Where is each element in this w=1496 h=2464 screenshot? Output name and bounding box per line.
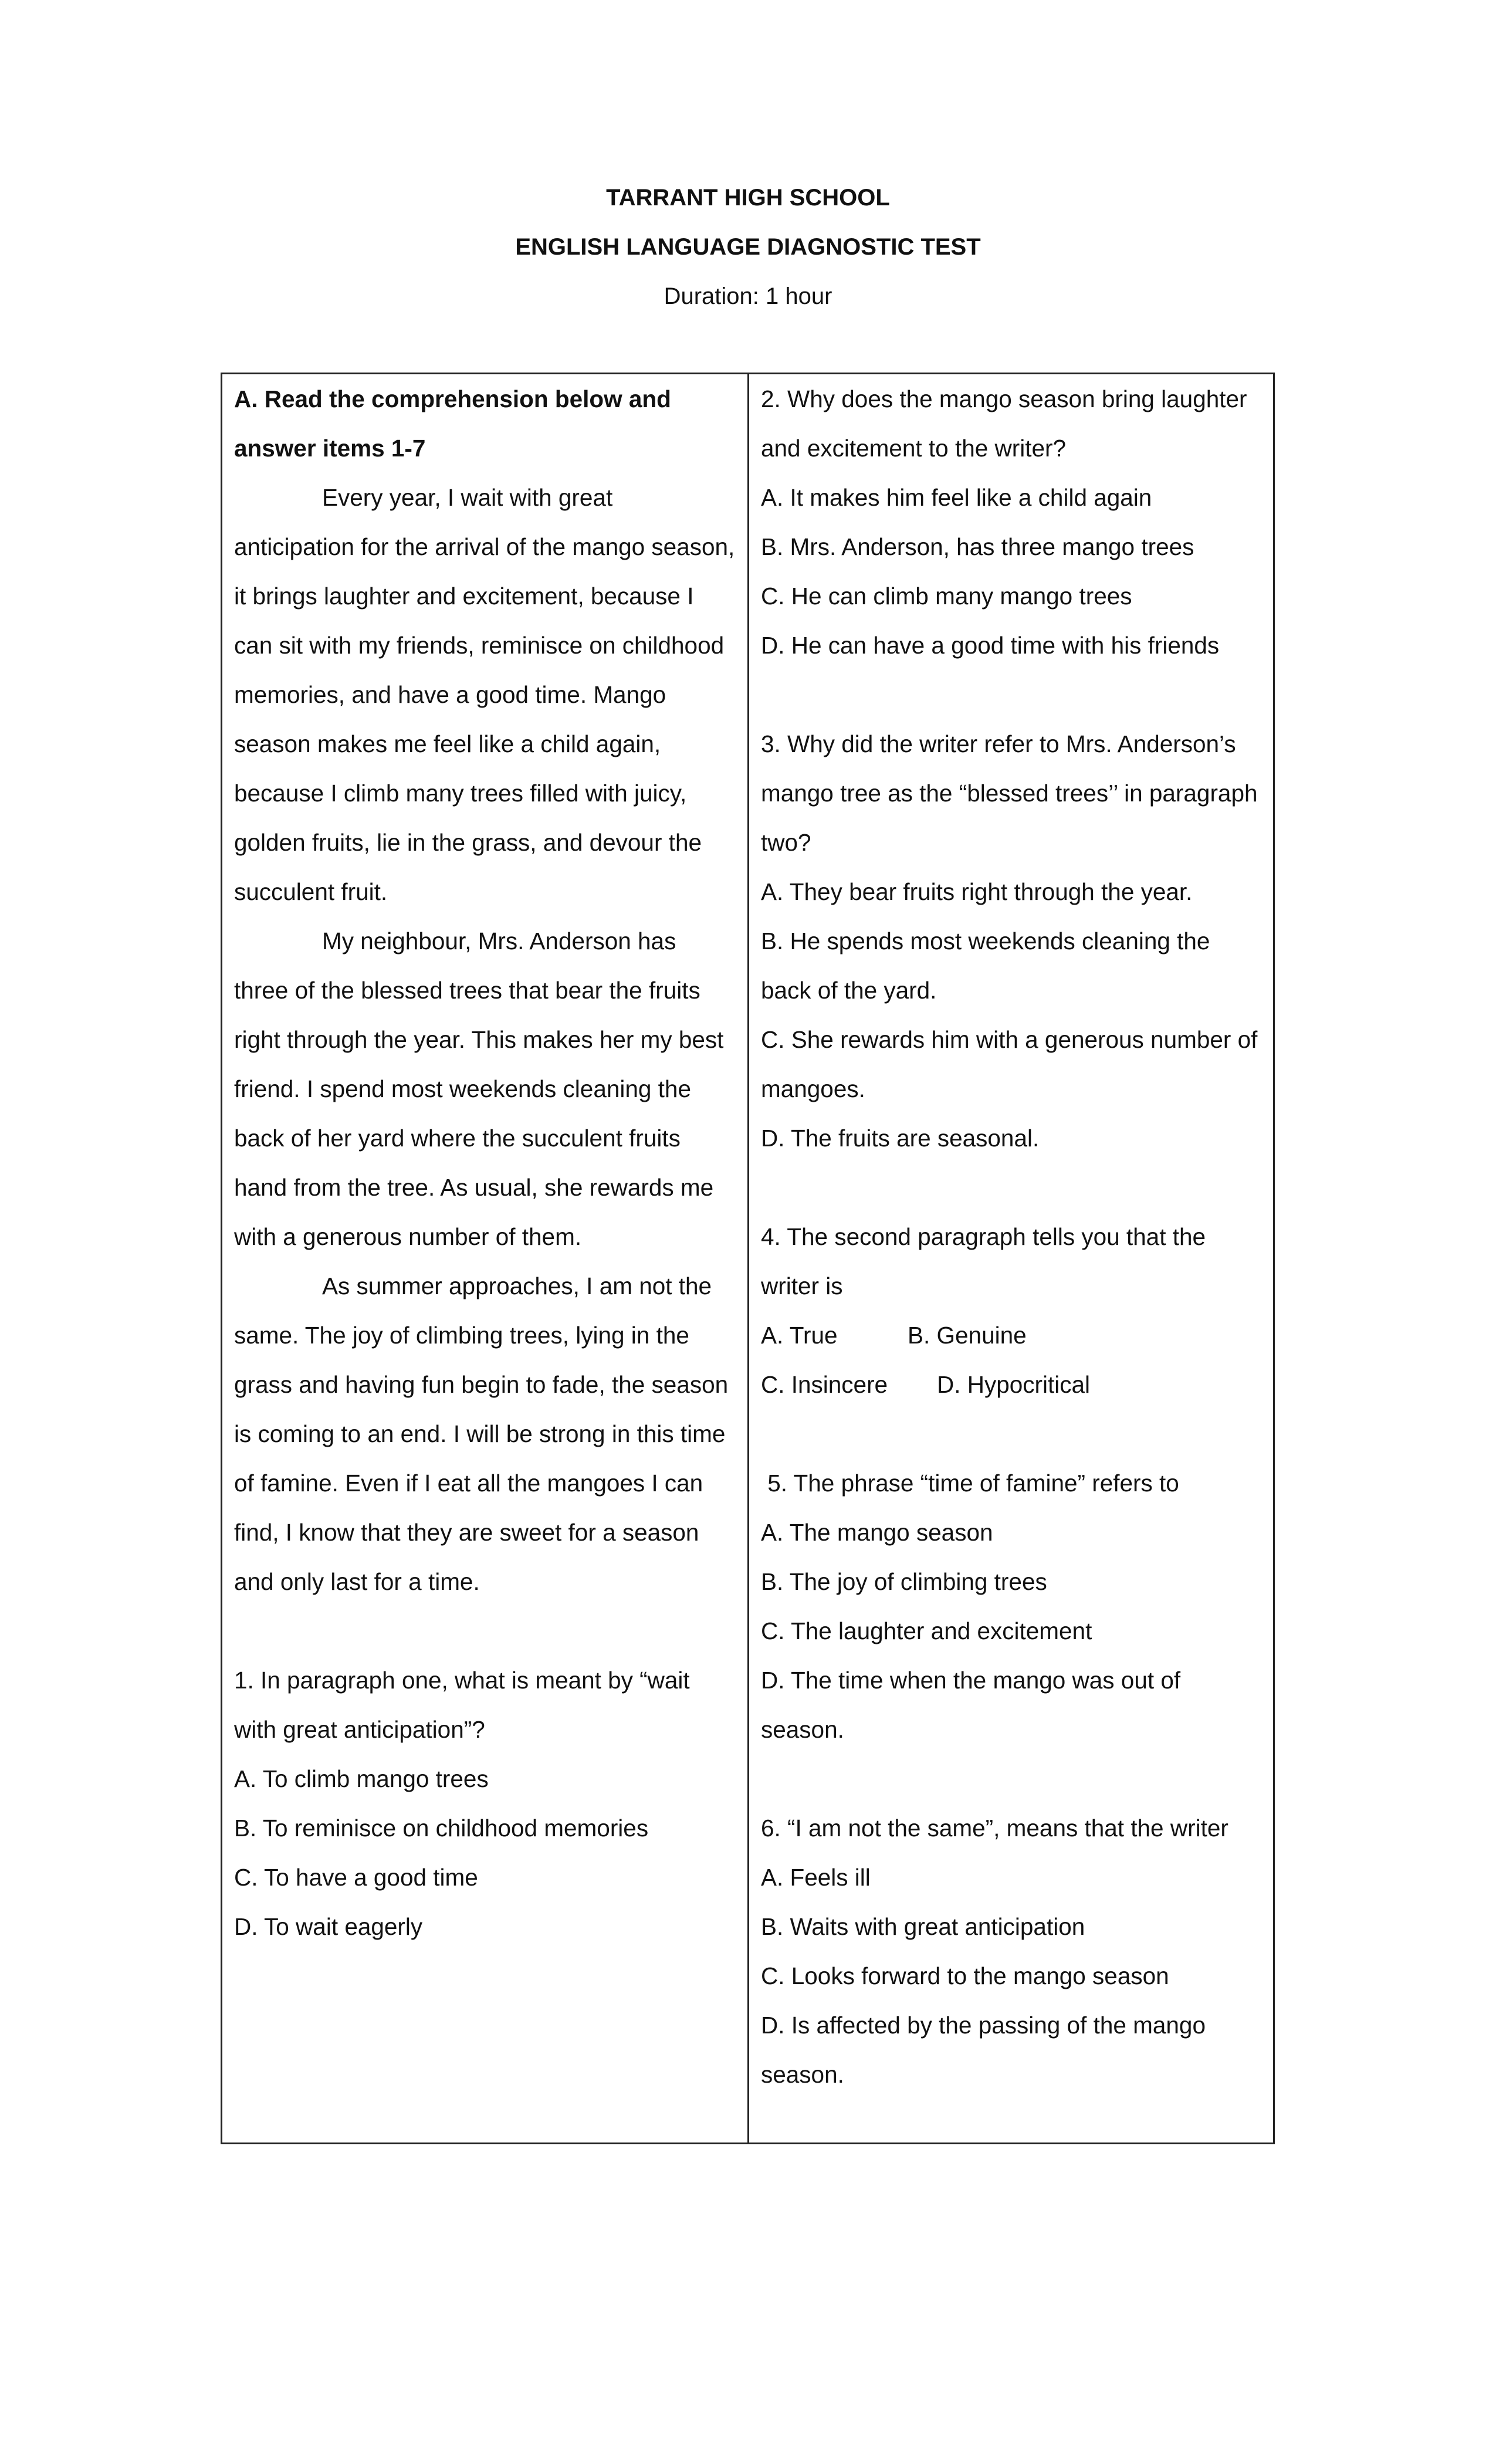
passage-paragraph-1: Every year, I wait with great anticipation for the arrival of the mango season, it brings laughter and excitement, because I can sit with my friends, reminisce on childhood memories, and have a good time. Mango season makes me feel like a child again, because I climb many trees filled with juicy, golden fruits, lie in the grass, and devour the succulent fruit.	[234, 484, 735, 905]
q2-option-d: D. He can have a good time with his friends	[761, 632, 1220, 659]
q5-option-c: C. The laughter and excitement	[761, 1617, 1092, 1644]
q2-option-b: B. Mrs. Anderson, has three mango trees	[761, 533, 1194, 560]
q4-option-a: A. True	[761, 1322, 838, 1349]
q3-option-c: C. She rewards him with a generous number of mangoes.	[761, 1026, 1258, 1102]
q5-option-d: D. The time when the mango was out of season.	[761, 1667, 1181, 1743]
school-name: TARRANT HIGH SCHOOL	[606, 185, 890, 211]
q4-options-row-2	[761, 1360, 1261, 1409]
q4-options-row-1	[761, 1311, 1261, 1360]
document-header	[0, 173, 1496, 321]
q1-option-d: D. To wait eagerly	[234, 1913, 423, 1940]
q4-option-b: B. Genuine	[908, 1322, 1027, 1349]
test-title: ENGLISH LANGUAGE DIAGNOSTIC TEST	[515, 234, 981, 260]
question-1: 1. In paragraph one, what is meant by “wait with great anticipation”?	[234, 1667, 690, 1743]
question-5: 5. The phrase “time of famine” refers to	[761, 1470, 1179, 1497]
question-4: 4. The second paragraph tells you that the writer is	[761, 1223, 1206, 1299]
passage-paragraph-3: As summer approaches, I am not the same. The joy of climbing trees, lying in the grass and having fun begin to fade, the season is coming to an end. I will be strong in this time of famine. Even if I eat all the mangoes I can find, I know that they are sweet for a season and only last for a time.	[234, 1272, 729, 1595]
q6-option-a: A. Feels ill	[761, 1864, 871, 1891]
q1-option-b: B. To reminisce on childhood memories	[234, 1815, 649, 1842]
questions-column	[749, 374, 1273, 2143]
test-duration: Duration: 1 hour	[664, 283, 832, 309]
q1-option-c: C. To have a good time	[234, 1864, 478, 1891]
q2-option-a: A. It makes him feel like a child again	[761, 484, 1152, 511]
q3-option-d: D. The fruits are seasonal.	[761, 1125, 1040, 1152]
q4-option-c: C. Insincere	[761, 1371, 888, 1398]
q6-option-b: B. Waits with great anticipation	[761, 1913, 1085, 1940]
q6-option-d: D. Is affected by the passing of the mango season.	[761, 2012, 1206, 2088]
q5-option-b: B. The joy of climbing trees	[761, 1568, 1047, 1595]
section-instruction: A. Read the comprehension below and answer items 1-7	[234, 385, 671, 462]
q3-option-b: B. He spends most weekends cleaning the back of the yard.	[761, 928, 1210, 1004]
question-2: 2. Why does the mango season bring laughter and excitement to the writer?	[761, 385, 1247, 462]
comprehension-column	[222, 374, 749, 2143]
exam-table	[221, 373, 1275, 2144]
q2-option-c: C. He can climb many mango trees	[761, 583, 1132, 610]
q4-option-d: D. Hypocritical	[937, 1371, 1091, 1398]
q5-option-a: A. The mango season	[761, 1519, 993, 1546]
q6-option-c: C. Looks forward to the mango season	[761, 1962, 1169, 1989]
passage-paragraph-2: My neighbour, Mrs. Anderson has three of the blessed trees that bear the fruits right through the year. This makes her my best friend. I spend most weekends cleaning the back of her yard where the succulent fruits hand from the tree. As usual, she rewards me with a generous number of them.	[234, 928, 724, 1250]
q1-option-a: A. To climb mango trees	[234, 1765, 489, 1792]
question-3: 3. Why did the writer refer to Mrs. Anderson’s mango tree as the “blessed trees’’ in paragraph two?	[761, 730, 1258, 856]
question-6: 6. “I am not the same”, means that the writer	[761, 1815, 1228, 1842]
q3-option-a: A. They bear fruits right through the year.	[761, 878, 1193, 905]
